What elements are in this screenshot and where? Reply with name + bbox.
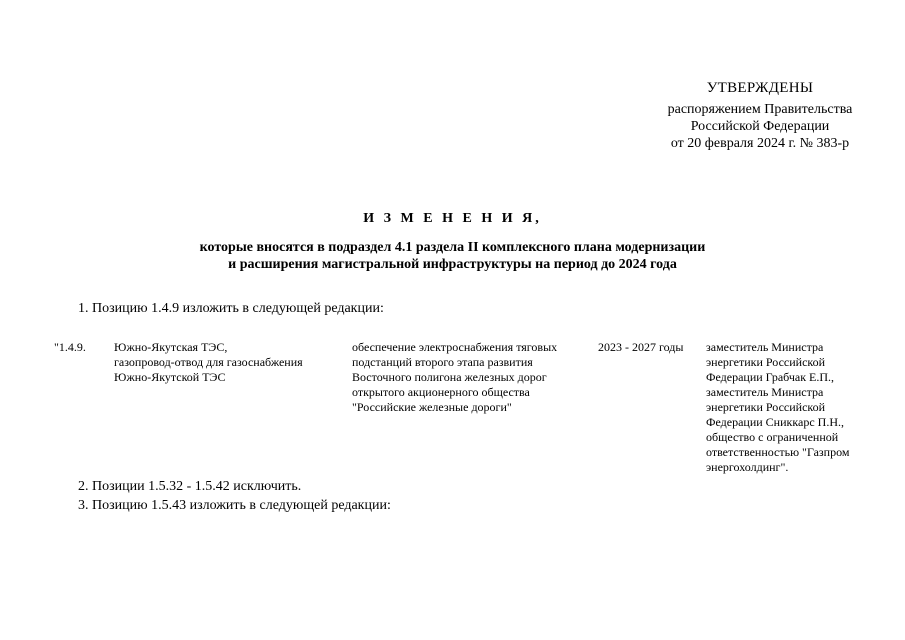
row-responsible-line: Федерации Грабчак Е.П., <box>706 370 835 384</box>
approval-heading: УТВЕРЖДЕНЫ <box>706 80 814 96</box>
title-main: И З М Е Н Е Н И Я, <box>363 211 542 226</box>
title-sub-line: и расширения магистральной инфраструктуры на период до 2024 года <box>228 257 677 272</box>
approval-line: от 20 февраля 2024 г. № 383-р <box>670 136 850 151</box>
row-number: "1.4.9. <box>54 340 86 354</box>
row-years: 2023 - 2027 годы <box>598 340 684 354</box>
approval-stamp <box>640 80 880 152</box>
row-responsible <box>706 340 876 475</box>
row-responsible-line: энергетики Российской <box>706 355 826 369</box>
row-description-line: обеспечение электроснабжения тяговых <box>352 340 558 354</box>
row-name-line: Южно-Якутская ТЭС, <box>114 340 228 354</box>
row-description-line: "Российские железные дороги" <box>352 400 512 414</box>
document-title <box>0 210 905 273</box>
row-description-line: Восточного полигона железных дорог <box>352 370 547 384</box>
row-responsible-line: энергохолдинг". <box>706 460 789 474</box>
row-description <box>352 340 592 415</box>
row-name <box>114 340 339 385</box>
paragraph-3: 3. Позицию 1.5.43 изложить в следующей редакции: <box>78 498 391 513</box>
row-description-line: подстанций второго этапа развития <box>352 355 533 369</box>
row-name-line: Южно-Якутской ТЭС <box>114 370 226 384</box>
row-responsible-line: энергетики Российской <box>706 400 826 414</box>
row-name-line: газопровод-отвод для газоснабжения <box>114 355 303 369</box>
row-responsible-line: заместитель Министра <box>706 385 824 399</box>
row-responsible-line: Федерации Сниккарс П.Н., <box>706 415 844 429</box>
title-sub-line: которые вносятся в подраздел 4.1 раздела II комплексного плана модернизации <box>199 240 706 255</box>
approval-line: распоряжением Правительства <box>667 102 853 117</box>
paragraph-2: 2. Позиции 1.5.32 - 1.5.42 исключить. <box>78 479 302 494</box>
approval-line: Российской Федерации <box>690 119 830 134</box>
paragraph-1: 1. Позицию 1.4.9 изложить в следующей редакции: <box>78 301 384 316</box>
row-responsible-line: общество с ограниченной <box>706 430 839 444</box>
row-responsible-line: ответственностью "Газпром <box>706 445 850 459</box>
row-responsible-line: заместитель Министра <box>706 340 824 354</box>
row-description-line: открытого акционерного общества <box>352 385 530 399</box>
